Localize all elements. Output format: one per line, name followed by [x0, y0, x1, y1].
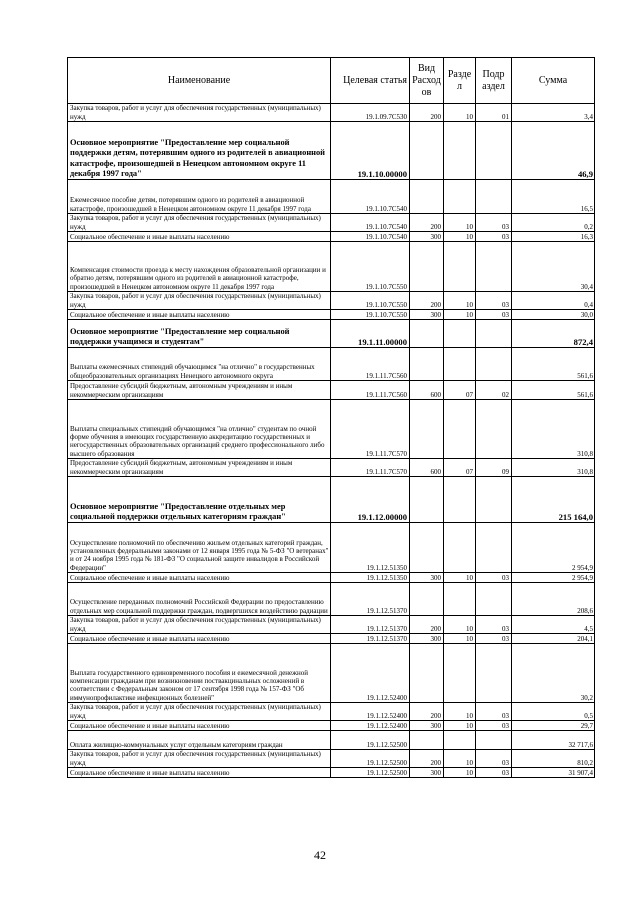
subsection-code — [476, 242, 512, 292]
item-name: Социальное обеспечение и иные выплаты населению — [68, 232, 331, 242]
amount: 310,8 — [512, 459, 595, 477]
header-subsection: Подр аздел — [476, 58, 512, 104]
subsection-code: 03 — [476, 750, 512, 768]
table-row — [68, 703, 595, 721]
item-name: Предоставление субсидий бюджетным, автономным учреждениям и иным некоммерческим организациям — [68, 381, 331, 400]
item-name: Закупка товаров, работ и услуг для обеспечения государственных (муниципальных) нужд — [68, 292, 331, 310]
expense-type-code: 200 — [410, 616, 444, 634]
subsection-code: 03 — [476, 634, 512, 644]
item-name: Ежемесячное пособие детям, потерявшим одного из родителей в авиационной катастрофе, произошедшей в Ненецком автономном округе 11 декабря 1997 года — [68, 180, 331, 214]
target-article-code: 19.1.11.7С570 — [331, 400, 410, 459]
section-code: 10 — [444, 703, 476, 721]
amount: 32 717,6 — [512, 731, 595, 750]
section-code — [444, 523, 476, 573]
item-name: Осуществление переданных полномочий Российской Федерации по предоставлению отдельных мер социальной поддержки граждан, подвергшихся воздействию радиации — [68, 583, 331, 616]
expense-type-code: 300 — [410, 634, 444, 644]
section-code: 07 — [444, 459, 476, 477]
section-code: 10 — [444, 214, 476, 232]
item-name: Закупка товаров, работ и услуг для обеспечения государственных (муниципальных) нужд — [68, 214, 331, 232]
table-row — [68, 232, 595, 242]
expense-type-code: 300 — [410, 310, 444, 320]
expense-type-code — [410, 583, 444, 616]
section-code: 10 — [444, 634, 476, 644]
section-code: 10 — [444, 232, 476, 242]
table-header-row — [68, 58, 595, 104]
item-name: Закупка товаров, работ и услуг для обеспечения государственных (муниципальных) нужд — [68, 703, 331, 721]
target-article-code: 19.1.11.7С570 — [331, 459, 410, 477]
amount: 30,0 — [512, 310, 595, 320]
subsection-code: 03 — [476, 310, 512, 320]
item-name: Закупка товаров, работ и услуг для обеспечения государственных (муниципальных) нужд — [68, 750, 331, 768]
header-target-article: Целевая статья — [331, 58, 410, 104]
subsection-code — [476, 122, 512, 180]
section-code: 10 — [444, 573, 476, 583]
amount: 204,1 — [512, 634, 595, 644]
amount: 2 954,9 — [512, 573, 595, 583]
section-code: 10 — [444, 750, 476, 768]
subsection-code — [476, 731, 512, 750]
amount: 872,4 — [512, 320, 595, 348]
subsection-code — [476, 644, 512, 703]
target-article-code: 19.1.12.51350 — [331, 523, 410, 573]
target-article-code: 19.1.12.52500 — [331, 768, 410, 778]
main-activity-row — [68, 477, 595, 523]
target-article-code: 19.1.10.7С550 — [331, 292, 410, 310]
header-name: Наименование — [68, 58, 331, 104]
item-name: Основное мероприятие "Предоставление мер социальной поддержки детям, потерявшим одного из родителей в авиационной катастрофе, произошедшей в Ненецком автономном округе 11 декабря 1997 года" — [68, 122, 331, 180]
expense-type-code: 300 — [410, 573, 444, 583]
section-code — [444, 242, 476, 292]
expense-type-code: 200 — [410, 292, 444, 310]
table-row — [68, 616, 595, 634]
table-row — [68, 214, 595, 232]
item-name: Компенсация стоимости проезда к месту нахождения образовательной организации и обратно детям, потерявшим одного из родителей в авиационной катастрофе, произошедшей в Ненецком автономном округе 11 декабря 1997 года — [68, 242, 331, 292]
table-row — [68, 721, 595, 731]
table-row — [68, 104, 595, 122]
table-row — [68, 348, 595, 381]
table-row — [68, 400, 595, 459]
amount: 31 907,4 — [512, 768, 595, 778]
table-row — [68, 573, 595, 583]
subsection-code — [476, 180, 512, 214]
amount: 215 164,0 — [512, 477, 595, 523]
subsection-code: 03 — [476, 768, 512, 778]
section-code: 10 — [444, 292, 476, 310]
subsection-code — [476, 583, 512, 616]
target-article-code: 19.1.10.7С550 — [331, 310, 410, 320]
table-row — [68, 459, 595, 477]
amount: 29,7 — [512, 721, 595, 731]
amount: 561,6 — [512, 348, 595, 381]
table-row — [68, 310, 595, 320]
subsection-code: 03 — [476, 232, 512, 242]
target-article-code: 19.1.10.7С540 — [331, 180, 410, 214]
subsection-code: 03 — [476, 292, 512, 310]
target-article-code: 19.1.10.00000 — [331, 122, 410, 180]
item-name: Социальное обеспечение и иные выплаты населению — [68, 768, 331, 778]
expense-type-code — [410, 523, 444, 573]
subsection-code — [476, 523, 512, 573]
section-code: 10 — [444, 310, 476, 320]
expense-type-code — [410, 477, 444, 523]
item-name: Социальное обеспечение и иные выплаты населению — [68, 721, 331, 731]
item-name: Основное мероприятие "Предоставление мер социальной поддержки учащимся и студентам" — [68, 320, 331, 348]
page-number: 42 — [314, 848, 326, 862]
item-name: Оплата жилищно-коммунальных услуг отдельным категориям граждан — [68, 731, 331, 750]
target-article-code: 19.1.10.7С540 — [331, 232, 410, 242]
item-name: Выплаты специальных стипендий обучающимся "на отлично" студентам по очной форме обучения в имеющих государственную аккредитацию государственных и негосударственных образовательных организаций среднего профессионального либо высшего образования — [68, 400, 331, 459]
section-code: 07 — [444, 381, 476, 400]
expense-type-code — [410, 122, 444, 180]
table-row — [68, 583, 595, 616]
table-row — [68, 292, 595, 310]
section-code — [444, 180, 476, 214]
target-article-code: 19.1.12.52500 — [331, 750, 410, 768]
item-name: Выплата государственного единовременного пособия и ежемесячной денежной компенсации гражданам при возникновении поствакцинальных осложнений в соответствии с Федеральным законом от 17 сентября 1998 года № 157-ФЗ "Об иммунопрофилактике инфекционных болезней" — [68, 644, 331, 703]
item-name: Социальное обеспечение и иные выплаты населению — [68, 634, 331, 644]
item-name: Социальное обеспечение и иные выплаты населению — [68, 573, 331, 583]
expense-type-code: 200 — [410, 703, 444, 721]
amount: 46,9 — [512, 122, 595, 180]
expense-type-code — [410, 320, 444, 348]
target-article-code: 19.1.09.7С530 — [331, 104, 410, 122]
target-article-code: 19.1.12.52400 — [331, 721, 410, 731]
expense-type-code: 200 — [410, 214, 444, 232]
expense-type-code: 300 — [410, 721, 444, 731]
table-row — [68, 634, 595, 644]
section-code — [444, 731, 476, 750]
table-row — [68, 381, 595, 400]
table-row — [68, 242, 595, 292]
amount: 30,2 — [512, 644, 595, 703]
section-code — [444, 348, 476, 381]
amount: 16,3 — [512, 232, 595, 242]
subsection-code: 09 — [476, 459, 512, 477]
target-article-code: 19.1.12.52400 — [331, 703, 410, 721]
section-code: 10 — [444, 616, 476, 634]
table-row — [68, 768, 595, 778]
section-code: 10 — [444, 721, 476, 731]
expense-type-code: 600 — [410, 381, 444, 400]
item-name: Закупка товаров, работ и услуг для обеспечения государственных (муниципальных) нужд — [68, 616, 331, 634]
section-code: 10 — [444, 768, 476, 778]
table-row — [68, 523, 595, 573]
amount: 2 954,9 — [512, 523, 595, 573]
expense-type-code — [410, 348, 444, 381]
amount: 3,4 — [512, 104, 595, 122]
item-name: Выплаты ежемесячных стипендий обучающимся "на отлично" в государственных общеобразовательных организациях Ненецкого автономного округа — [68, 348, 331, 381]
table-row — [68, 180, 595, 214]
target-article-code: 19.1.12.52500 — [331, 731, 410, 750]
section-code — [444, 400, 476, 459]
expense-type-code: 300 — [410, 232, 444, 242]
expense-type-code — [410, 400, 444, 459]
subsection-code: 03 — [476, 721, 512, 731]
amount: 208,6 — [512, 583, 595, 616]
header-expense-type: Вид Расход ов — [410, 58, 444, 104]
main-activity-row — [68, 320, 595, 348]
expense-type-code: 200 — [410, 750, 444, 768]
amount: 310,8 — [512, 400, 595, 459]
subsection-code — [476, 477, 512, 523]
target-article-code: 19.1.11.7С560 — [331, 381, 410, 400]
section-code: 10 — [444, 104, 476, 122]
subsection-code — [476, 348, 512, 381]
target-article-code: 19.1.12.51350 — [331, 573, 410, 583]
target-article-code: 19.1.12.00000 — [331, 477, 410, 523]
subsection-code: 03 — [476, 573, 512, 583]
amount: 4,5 — [512, 616, 595, 634]
expense-type-code — [410, 242, 444, 292]
amount: 16,5 — [512, 180, 595, 214]
amount: 0,2 — [512, 214, 595, 232]
table-row — [68, 731, 595, 750]
item-name: Предоставление субсидий бюджетным, автономным учреждениям и иным некоммерческим организациям — [68, 459, 331, 477]
amount: 0,4 — [512, 292, 595, 310]
expense-type-code: 600 — [410, 459, 444, 477]
subsection-code: 03 — [476, 214, 512, 232]
expense-type-code — [410, 644, 444, 703]
header-section: Разде л — [444, 58, 476, 104]
amount: 0,5 — [512, 703, 595, 721]
section-code — [444, 583, 476, 616]
item-name: Закупка товаров, работ и услуг для обеспечения государственных (муниципальных) нужд — [68, 104, 331, 122]
subsection-code: 02 — [476, 381, 512, 400]
target-article-code: 19.1.10.7С550 — [331, 242, 410, 292]
header-sum: Сумма — [512, 58, 595, 104]
amount: 810,2 — [512, 750, 595, 768]
target-article-code: 19.1.12.51370 — [331, 583, 410, 616]
item-name: Осуществление полномочий по обеспечению жильем отдельных категорий граждан, установленных федеральными законами от 12 января 1995 года № 5-ФЗ "О ветеранах" и от 24 ноября 1995 года № 181-ФЗ "О социальной защите инвалидов в Российской Федерации" — [68, 523, 331, 573]
subsection-code: 03 — [476, 703, 512, 721]
target-article-code: 19.1.10.7С540 — [331, 214, 410, 232]
target-article-code: 19.1.11.7С560 — [331, 348, 410, 381]
subsection-code — [476, 400, 512, 459]
section-code — [444, 122, 476, 180]
budget-table — [67, 57, 595, 778]
section-code — [444, 320, 476, 348]
section-code — [444, 644, 476, 703]
expense-type-code — [410, 180, 444, 214]
target-article-code: 19.1.12.52400 — [331, 644, 410, 703]
target-article-code: 19.1.12.51370 — [331, 634, 410, 644]
target-article-code: 19.1.11.00000 — [331, 320, 410, 348]
item-name: Социальное обеспечение и иные выплаты населению — [68, 310, 331, 320]
subsection-code — [476, 320, 512, 348]
subsection-code: 03 — [476, 616, 512, 634]
expense-type-code — [410, 731, 444, 750]
subsection-code: 01 — [476, 104, 512, 122]
expense-type-code: 300 — [410, 768, 444, 778]
main-activity-row — [68, 122, 595, 180]
section-code — [444, 477, 476, 523]
amount: 561,6 — [512, 381, 595, 400]
table-row — [68, 750, 595, 768]
target-article-code: 19.1.12.51370 — [331, 616, 410, 634]
expense-type-code: 200 — [410, 104, 444, 122]
amount: 30,4 — [512, 242, 595, 292]
item-name: Основное мероприятие "Предоставление отдельных мер социальной поддержки отдельных категориям граждан" — [68, 477, 331, 523]
table-row — [68, 644, 595, 703]
